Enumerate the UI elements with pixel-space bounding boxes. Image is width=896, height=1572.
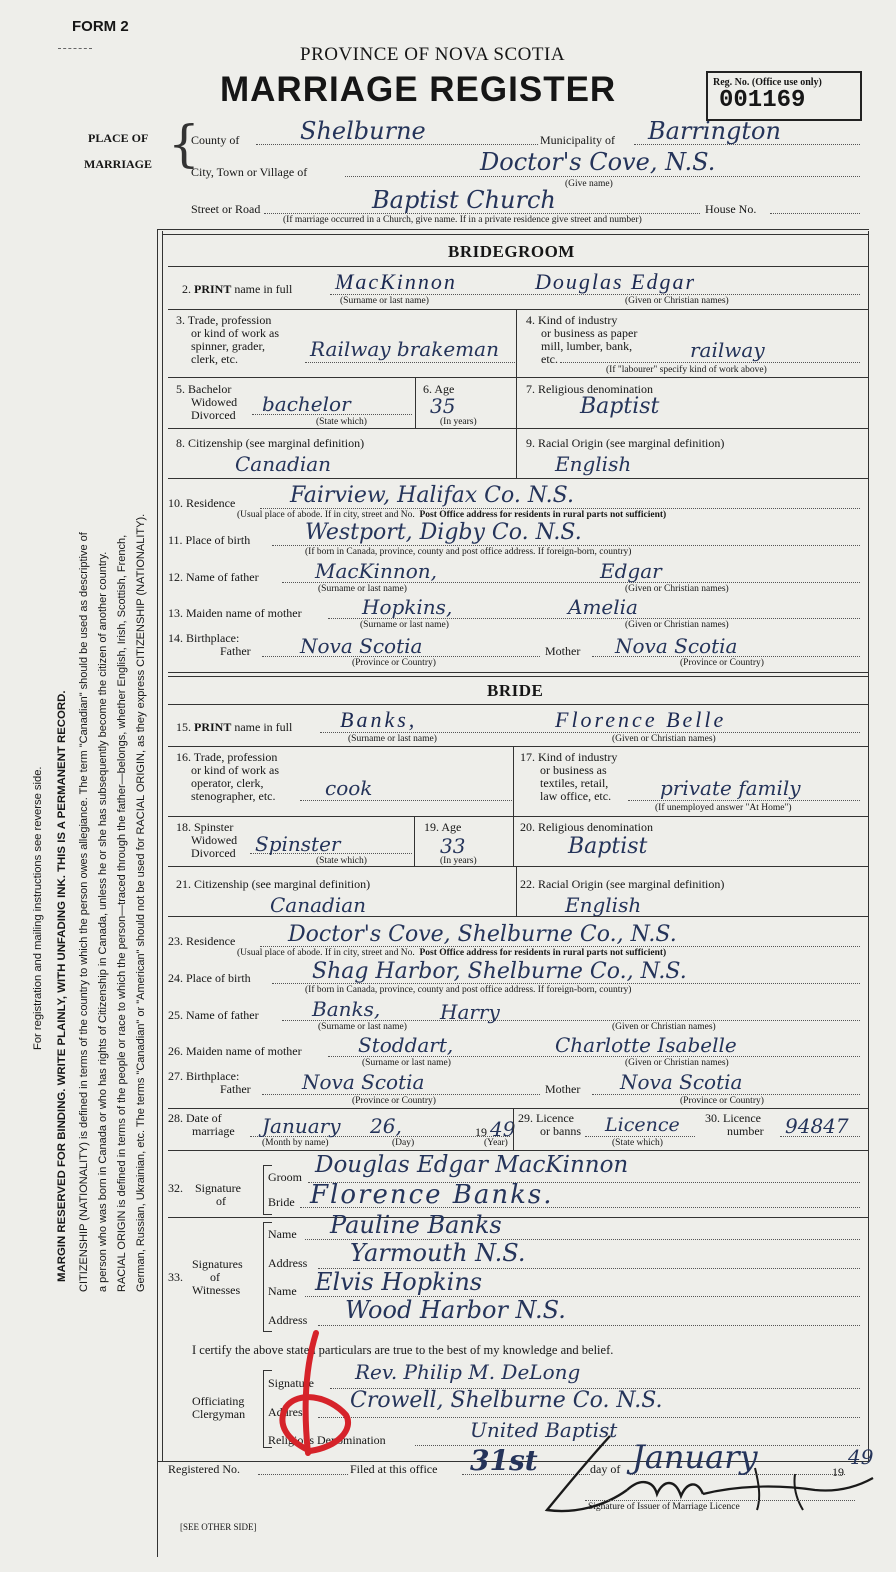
bride-residence-label: 23. Residence xyxy=(168,934,236,948)
licence-line xyxy=(585,1136,695,1137)
row-divider xyxy=(168,478,868,479)
bride-father-label: 25. Name of father xyxy=(168,1008,259,1022)
surname-note: (Surname or last name) xyxy=(318,584,407,594)
month-note: (Month by name) xyxy=(262,1138,329,1148)
bride-surname: Banks, xyxy=(340,707,418,732)
bride-mother-surname: Stoddart, xyxy=(358,1033,454,1057)
groom-mother-label: 13. Maiden name of mother xyxy=(168,606,302,620)
status-note: (State which) xyxy=(316,417,367,427)
filed-month: January xyxy=(632,1438,758,1476)
clergy-address: Crowell, Shelburne Co. N.S. xyxy=(350,1388,663,1413)
province-note: (Province or Country) xyxy=(680,1096,764,1106)
row-divider xyxy=(168,816,868,817)
groom-status-value: bachelor xyxy=(262,392,351,416)
registered-line xyxy=(258,1474,348,1475)
witness1-address-label: Address xyxy=(268,1256,308,1270)
groom-father-surname: MacKinnon, xyxy=(315,559,437,583)
groom-birthplace-label: 14. Birthplace: xyxy=(168,631,240,645)
groom-birth-label: 11. Place of birth xyxy=(168,533,251,547)
province-heading: PROVINCE OF NOVA SCOTIA xyxy=(300,44,566,65)
marriage-month: January xyxy=(262,1114,341,1138)
groom-given: Douglas Edgar xyxy=(535,269,697,294)
brace-glyph: { xyxy=(168,115,200,173)
year-prefix: 19 xyxy=(475,1125,487,1139)
given-note: (Given or Christian names) xyxy=(625,584,729,594)
municipality-label: Municipality of xyxy=(540,133,615,147)
clergy-label: Officiating Clergyman xyxy=(192,1394,246,1421)
bride-status-label: 18. Spinster Widowed Divorced xyxy=(176,820,238,860)
industry-note: (If "labourer" specify kind of work above) xyxy=(606,365,767,375)
groom-name-label: 2. PRINT name in full xyxy=(182,282,293,296)
row-divider xyxy=(168,377,868,378)
filed-year-prefix: 19 xyxy=(832,1465,844,1479)
witness2-name: Elvis Hopkins xyxy=(315,1268,483,1296)
surname-note: (Surname or last name) xyxy=(340,296,429,306)
groom-mother-birthplace: Nova Scotia xyxy=(615,634,738,658)
border-top-outer xyxy=(157,229,869,230)
bride-birthplace-mother-label: Mother xyxy=(545,1082,581,1096)
given-note: (Given or Christian names) xyxy=(625,296,729,306)
registered-label: Registered No. xyxy=(168,1462,240,1476)
bride-mother-label: 26. Maiden name of mother xyxy=(168,1044,302,1058)
bride-father-surname: Banks, xyxy=(312,997,381,1021)
groom-mother-given: Amelia xyxy=(568,595,638,619)
clergy-denomination-label: Religious Denomination xyxy=(268,1433,386,1447)
bride-industry-label: 17. Kind of industry or business as textiles, retail, law office, etc. xyxy=(520,750,618,803)
licence-value: Licence xyxy=(605,1114,680,1136)
bride-mother-birthplace-line xyxy=(592,1094,860,1095)
witness1-name-label: Name xyxy=(268,1227,297,1241)
groom-mother-surname: Hopkins, xyxy=(362,595,453,619)
row-divider xyxy=(168,1217,868,1218)
border-left-inner xyxy=(162,231,163,1461)
place-label-1: PLACE OF xyxy=(88,131,149,145)
witness1-name: Pauline Banks xyxy=(330,1211,502,1239)
groom-age-label: 6. Age xyxy=(423,382,455,396)
column-divider xyxy=(513,746,514,866)
groom-residence-label: 10. Residence xyxy=(168,496,236,510)
groom-father-label: 12. Name of father xyxy=(168,570,259,584)
bride-religion-value: Baptist xyxy=(568,834,648,859)
margin-note-instructions: For registration and mailing instructions see reverse side. xyxy=(32,766,44,1050)
row-divider xyxy=(168,676,868,677)
date-label: 28. Date of marriage xyxy=(168,1111,235,1138)
clergy-signature: Rev. Philip M. DeLong xyxy=(355,1360,581,1384)
province-note: (Province or Country) xyxy=(680,658,764,668)
row-divider xyxy=(168,866,868,867)
bride-age-value: 33 xyxy=(440,834,466,858)
margin-note-citizenship-2: a person who was born in Canada or who has rights of Citizenship in Canada, unless he or she has subsequently become the citizen of another country. xyxy=(97,551,109,1292)
licence-number-label: 30. Licence number xyxy=(705,1111,764,1138)
bride-father-given: Harry xyxy=(440,1000,500,1024)
groom-trade-line xyxy=(305,362,515,363)
birth-note: (If born in Canada, province, county and post office address. If foreign-born, country) xyxy=(305,547,632,557)
row-divider xyxy=(168,266,868,267)
bride-citizenship-label: 21. Citizenship (see marginal definition) xyxy=(176,877,371,891)
province-note: (Province or Country) xyxy=(352,1096,436,1106)
row-divider xyxy=(168,704,868,705)
column-divider xyxy=(414,816,415,866)
groom-age-value: 35 xyxy=(430,394,456,418)
groom-surname: MacKinnon xyxy=(335,269,457,294)
licence-number-value: 94847 xyxy=(785,1114,849,1138)
groom-industry-value: railway xyxy=(690,338,765,362)
city-value: Doctor's Cove, N.S. xyxy=(480,148,716,176)
bride-mother-given: Charlotte Isabelle xyxy=(555,1033,737,1057)
bride-name-label: 15. PRINT name in full xyxy=(176,720,293,734)
groom-sig-label: Groom xyxy=(268,1170,302,1184)
city-note: (Give name) xyxy=(565,179,613,189)
border-top-inner xyxy=(162,234,868,235)
groom-residence-value: Fairview, Halifax Co. N.S. xyxy=(290,483,574,508)
filed-label: Filed at this office xyxy=(350,1462,438,1476)
status-note: (State which) xyxy=(316,856,367,866)
groom-industry-label: 4. Kind of industry or business as paper mill, lumber, bank, etc. xyxy=(526,313,638,366)
street-label: Street or Road xyxy=(191,202,261,216)
bride-industry-line xyxy=(628,800,860,801)
issuer-line xyxy=(585,1500,855,1501)
row-divider xyxy=(168,916,868,917)
marriage-day: 26, xyxy=(370,1114,402,1138)
city-line xyxy=(345,176,860,177)
given-note: (Given or Christian names) xyxy=(625,620,729,630)
divider xyxy=(58,48,92,49)
house-line xyxy=(770,213,860,214)
groom-racial-label: 9. Racial Origin (see marginal definition) xyxy=(526,436,725,450)
section-bride: BRIDE xyxy=(487,681,544,700)
filed-day: 31st xyxy=(470,1444,538,1477)
street-value: Baptist Church xyxy=(372,186,556,214)
bride-mother-birthplace: Nova Scotia xyxy=(620,1070,743,1094)
see-other-side: [SEE OTHER SIDE] xyxy=(180,1522,257,1532)
certify-text: I certify the above stated particulars are true to the best of my knowledge and belief. xyxy=(192,1343,614,1357)
witness2-name-label: Name xyxy=(268,1284,297,1298)
red-registrar-mark xyxy=(258,1325,368,1465)
place-label-2: MARRIAGE xyxy=(84,157,152,171)
border-right xyxy=(868,231,869,1461)
municipality-value: Barrington xyxy=(648,117,781,145)
groom-residence-line xyxy=(260,508,860,509)
column-divider xyxy=(516,309,517,428)
bride-citizenship-value: Canadian xyxy=(270,893,367,917)
city-label: City, Town or Village of xyxy=(191,165,308,179)
groom-status-label: 5. Bachelor Widowed Divorced xyxy=(176,382,238,422)
bride-birthplace-label: 27. Birthplace: xyxy=(168,1069,240,1083)
groom-father-given: Edgar xyxy=(600,559,662,583)
bride-birth-value: Shag Harbor, Shelburne Co., N.S. xyxy=(312,959,687,984)
surname-note: (Surname or last name) xyxy=(360,620,449,630)
groom-birthplace-mother-label: Mother xyxy=(545,644,581,658)
licence-note: (State which) xyxy=(612,1138,663,1148)
groom-father-birthplace: Nova Scotia xyxy=(300,634,423,658)
bride-religion-label: 20. Religious denomination xyxy=(520,820,653,834)
bride-status-value: Spinster xyxy=(255,832,341,856)
reg-label: Reg. No. (Office use only) xyxy=(713,77,822,88)
groom-religion-label: 7. Religious denomination xyxy=(526,382,653,396)
groom-trade-value: Railway brakeman xyxy=(310,337,499,361)
witness2-address-label: Address xyxy=(268,1313,308,1327)
column-divider xyxy=(516,428,517,478)
residence-note: (Usual place of abode. If in city, street and No. Post Office address for residents in rural parts not sufficient) xyxy=(237,510,667,520)
bride-trade-label: 16. Trade, profession or kind of work as operator, clerk, stenographer, etc. xyxy=(176,750,279,803)
row-divider xyxy=(168,1108,868,1109)
reg-number: 001169 xyxy=(719,87,806,114)
margin-note-citizenship-1: CITIZENSHIP (NATIONALITY) is defined in terms of the country to which the person owes allegiance. The term "Canadian" should be used as descriptive of xyxy=(78,532,90,1292)
row-divider xyxy=(168,746,868,747)
groom-trade-label: 3. Trade, profession or kind of work as spinner, grader, clerk, etc. xyxy=(176,313,279,366)
groom-racial-value: English xyxy=(555,452,632,476)
given-note: (Given or Christian names) xyxy=(612,1022,716,1032)
column-divider xyxy=(516,866,517,916)
given-note: (Given or Christian names) xyxy=(612,734,716,744)
witness-label: Signatures 33. of Witnesses xyxy=(168,1257,243,1297)
bride-trade-line xyxy=(300,800,512,801)
row-divider xyxy=(168,672,868,673)
street-note: (If marriage occurred in a Church, give name. If in a private residence give street and number) xyxy=(283,215,642,225)
column-divider xyxy=(513,1108,514,1150)
bride-father-birthplace: Nova Scotia xyxy=(302,1070,425,1094)
bride-sig-label: Bride xyxy=(268,1195,295,1209)
clergy-address-label: Address xyxy=(268,1405,308,1419)
margin-note-racial-1: RACIAL ORIGIN is defined in terms of the people or race to which the person—traced through the father—belongs, whether English, Irish, Scottish, French, xyxy=(116,534,128,1292)
bride-father-birthplace-line xyxy=(262,1094,540,1095)
bride-birthplace-father-label: Father xyxy=(220,1082,251,1096)
filed-year: 49 xyxy=(848,1445,874,1469)
marriage-year: 49 xyxy=(490,1117,516,1141)
surname-note: (Surname or last name) xyxy=(348,734,437,744)
form-number: FORM 2 xyxy=(72,18,129,35)
page-title: MARRIAGE REGISTER xyxy=(220,70,617,109)
bride-industry-value: private family xyxy=(660,776,801,800)
province-note: (Province or Country) xyxy=(352,658,436,668)
margin-note-binding: MARGIN RESERVED FOR BINDING. WRITE PLAINLY, WITH UNFADING INK. THIS IS A PERMANENT RECORD. xyxy=(56,690,68,1282)
border-left-outer xyxy=(157,229,158,1557)
age-note: (In years) xyxy=(440,856,477,866)
signature-label: 32. Signature of xyxy=(168,1181,241,1208)
age-note: (In years) xyxy=(440,417,477,427)
row-divider xyxy=(168,428,868,429)
year-note: (Year) xyxy=(484,1138,508,1148)
clergy-signature-label: Signature xyxy=(268,1376,314,1390)
groom-industry-line xyxy=(560,362,860,363)
county-value: Shelburne xyxy=(300,117,426,145)
groom-birthplace-father-label: Father xyxy=(220,644,251,658)
groom-citizenship-value: Canadian xyxy=(235,452,332,476)
county-label: County of xyxy=(191,133,240,147)
bride-racial-label: 22. Racial Origin (see marginal definition) xyxy=(520,877,725,891)
given-note: (Given or Christian names) xyxy=(625,1058,729,1068)
day-of-label: day of xyxy=(590,1462,621,1476)
column-divider xyxy=(415,377,416,428)
industry-note: (If unemployed answer "At Home") xyxy=(655,803,792,813)
groom-birth-value: Westport, Digby Co. N.S. xyxy=(305,520,582,545)
groom-birth-line xyxy=(272,545,860,546)
section-bridegroom: BRIDEGROOM xyxy=(448,242,575,261)
witness2-address-line xyxy=(318,1325,860,1326)
groom-citizenship-label: 8. Citizenship (see marginal definition) xyxy=(176,436,365,450)
surname-note: (Surname or last name) xyxy=(318,1022,407,1032)
residence-note: (Usual place of abode. If in city, street and No. Post Office address for residents in rural parts not sufficient) xyxy=(237,948,667,958)
witness2-address: Wood Harbor N.S. xyxy=(345,1296,566,1324)
day-note: (Day) xyxy=(392,1138,415,1148)
margin-note-racial-2: German, Russian, Ukrainian, etc. The terms "Canadian" or "American" should not be used for RACIAL ORIGIN, as they express CITIZENSHIP (NATIONALITY). xyxy=(135,513,147,1292)
bride-birth-label: 24. Place of birth xyxy=(168,971,251,985)
house-label: House No. xyxy=(705,202,757,216)
bride-residence-value: Doctor's Cove, Shelburne Co., N.S. xyxy=(288,922,677,947)
groom-signature: Douglas Edgar MacKinnon xyxy=(315,1152,629,1178)
bride-given: Florence Belle xyxy=(555,707,727,732)
issuer-note: Signature of Issuer of Marriage Licence xyxy=(588,1502,740,1512)
licence-label: 29. Licence or banns xyxy=(518,1111,581,1138)
row-divider xyxy=(168,309,868,310)
bride-age-label: 19. Age xyxy=(424,820,462,834)
witness1-address: Yarmouth N.S. xyxy=(350,1239,526,1267)
bride-racial-value: English xyxy=(565,893,642,917)
surname-note: (Surname or last name) xyxy=(362,1058,451,1068)
birth-note: (If born in Canada, province, county and post office address. If foreign-born, country) xyxy=(305,985,632,995)
bride-trade-value: cook xyxy=(325,776,373,800)
groom-religion-value: Baptist xyxy=(580,394,660,419)
clergy-denomination: United Baptist xyxy=(470,1418,618,1442)
bride-signature: Florence Banks. xyxy=(310,1180,554,1210)
row-divider xyxy=(168,1150,868,1151)
